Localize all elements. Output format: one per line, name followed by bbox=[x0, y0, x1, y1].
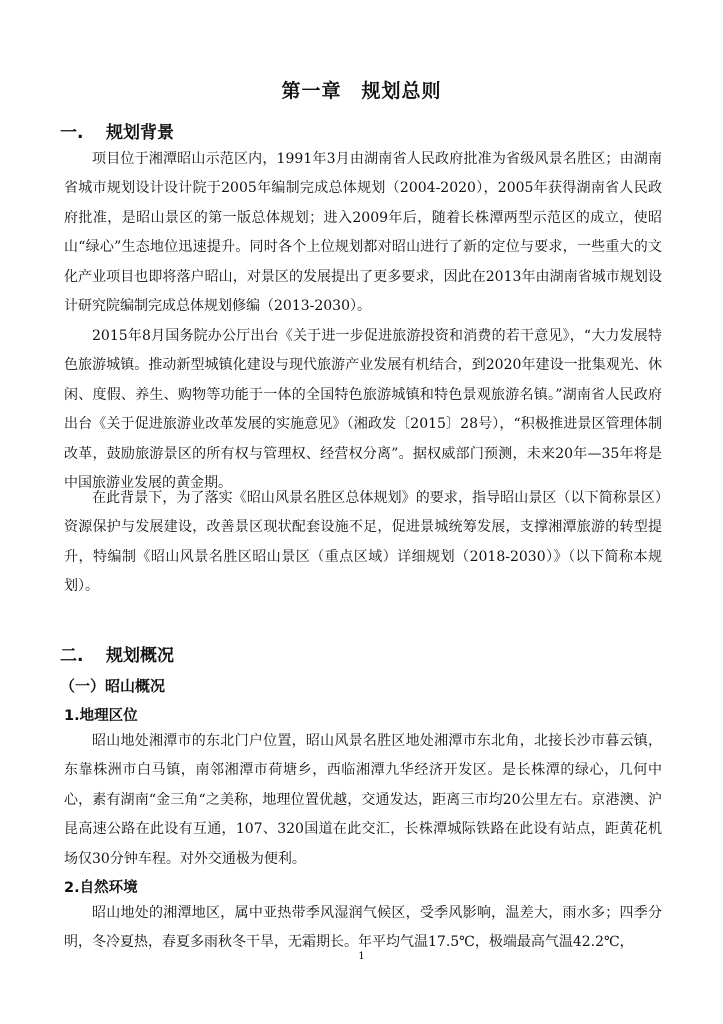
subsection-heading: （一）昭山概况 bbox=[60, 677, 166, 695]
section-number: 二. bbox=[60, 646, 84, 666]
section-heading-planning-overview bbox=[60, 641, 174, 666]
background-paragraph-2: 2015年8月国务院办公厅出台《关于进一步促进旅游投资和消费的若干意见》，“大力发展特色旅游城镇。推动新型城镇化建设与现代旅游产业发展有机结合，到2020年建设一批集观光、休闲、度假、养生、购物等功能于一体的全国特色旅游城镇和特色景观旅游名镇。”湖南省人民政府出台《关于促进旅游业改革发展的实施意见》（湘政发〔2015〕28号），“积极推进景区管理体制改革，鼓励旅游景区的所有权与管理权、经营权分离”。据权威部门预测，未来20年—35年将是中国旅游业发展的黄金期。 bbox=[64, 328, 662, 492]
section-heading-planning-background bbox=[60, 118, 174, 143]
section-title: 规划概况 bbox=[106, 646, 174, 666]
background-paragraph-1: 项目位于湘潭昭山示范区内，1991年3月由湖南省人民政府批准为省级风景名胜区；由湖南省城市规划设计设计院于2005年编制完成总体规划（2004-2020），2005年获得湖南省人民政府批准，是昭山景区的第一版总体规划；进入2009年后，随着长株潭两型示范区的成立，使昭山“绿心”生态地位迅速提升。同时各个上位规划都对昭山进行了新的定位与要求，一些重大的文化产业项目也即将落户昭山，对景区的发展提出了更多要求，因此在2013年由湖南省城市规划设计研究院编制完成总体规划修编（2013-2030）。 bbox=[64, 151, 662, 315]
section-title: 规划背景 bbox=[106, 123, 174, 143]
natural-environment-paragraph: 昭山地处的湘潭地区，属中亚热带季风湿润气候区，受季风影响，温差大，雨水多；四季分明，冬冷夏热，春夏多雨秋冬干旱，无霜期长。年平均气温17.5℃，极端最高气温42.2℃， bbox=[64, 905, 662, 951]
item-heading-location: 1.地理区位 bbox=[64, 708, 138, 724]
page-number: 1 bbox=[358, 951, 365, 962]
item-heading-natural-environment: 2.自然环境 bbox=[64, 880, 138, 896]
chapter-title: 第一章 规划总则 bbox=[281, 80, 442, 102]
background-paragraph-3: 在此背景下，为了落实《昭山风景名胜区总体规划》的要求，指导昭山景区（以下简称景区）资源保护与发展建设，改善景区现状配套设施不足，促进景城统筹发展，支撑湘潭旅游的转型提升，特编制《昭山风景名胜区昭山景区（重点区域）详细规划（2018-2030）》（以下简称本规划）。 bbox=[64, 490, 662, 595]
location-paragraph: 昭山地处湘潭市的东北门户位置，昭山风景名胜区地处湘潭市东北角，北接长沙市暮云镇，东靠株洲市白马镇，南邻湘潭市荷塘乡，西临湘潭九华经济开发区。是长株潭的绿心，几何中心，素有湖南“金三角“之美称，地理位置优越，交通发达，距离三市均20公里左右。京港澳、沪昆高速公路在此设有互通，107、320国道在此交汇，长株潭城际铁路在此设有站点，距黄花机场仅30分钟车程。对外交通极为便利。 bbox=[64, 733, 662, 867]
section-number: 一. bbox=[60, 123, 84, 143]
